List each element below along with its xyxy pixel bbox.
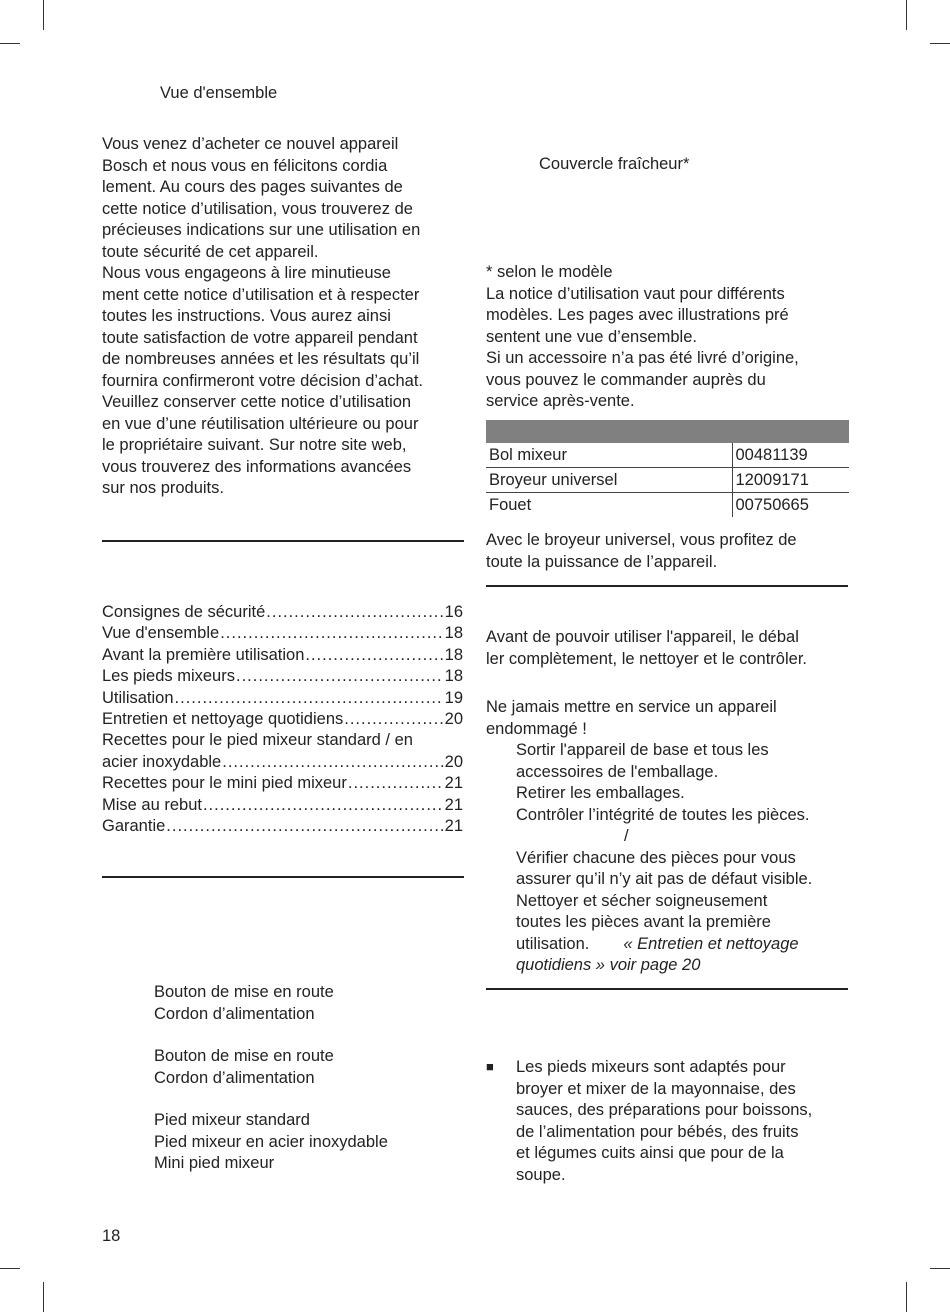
model-note xyxy=(486,262,856,413)
accessory-name: Bol mixeur xyxy=(486,443,732,468)
note-line: vous pouvez le commander auprès du xyxy=(486,370,766,389)
part-label: Pied mixeur standard xyxy=(154,1111,310,1129)
note-line: toute la puissance de l’appareil. xyxy=(486,552,718,571)
note-line: Si un accessoire n’a pas été livré d’origine, xyxy=(486,349,799,367)
toc-page: 16 xyxy=(444,603,463,621)
toc-page: 21 xyxy=(444,817,463,836)
intro-line: vous trouverez des informations avancées xyxy=(102,457,412,476)
note-line: Avec le broyeur universel, vous profitez de xyxy=(486,531,797,549)
table-of-contents xyxy=(102,602,463,837)
intro-line: sur nos produits. xyxy=(102,479,224,497)
accessory-name: Broyeur universel xyxy=(486,468,732,493)
intro-line: fournira confirmeront votre décision d’achat. xyxy=(102,371,423,390)
crop-mark xyxy=(0,43,20,44)
table-header-row xyxy=(486,420,849,443)
accessory-code: 00750665 xyxy=(732,493,849,518)
step-line: Contrôler l’intégrité de toutes les pièces. xyxy=(516,805,810,824)
step-line: toutes les pièces avant la première xyxy=(516,913,771,931)
crop-mark xyxy=(906,1282,907,1312)
toc-title: Entretien et nettoyage quotidiens xyxy=(102,710,344,729)
section-rule xyxy=(102,540,464,542)
step-text: utilisation. xyxy=(516,934,590,953)
toc-page: 21 xyxy=(444,774,463,793)
toc-entry[interactable] xyxy=(102,816,463,837)
note-line: La notice d’utilisation vaut pour différents xyxy=(486,284,785,303)
table-row xyxy=(486,468,849,493)
text-line: Les pieds mixeurs sont adaptés pour xyxy=(516,1058,786,1076)
parts-group xyxy=(154,982,334,1025)
accessory-code: 00481139 xyxy=(732,443,849,468)
toc-page: 20 xyxy=(444,710,463,729)
toc-page: 18 xyxy=(444,667,463,686)
intro-line: lement. Au cours des pages suivantes de xyxy=(102,178,403,196)
toc-title: Garantie xyxy=(102,817,166,836)
toc-leader xyxy=(166,816,443,837)
toc-title: Recettes pour le pied mixeur standard / en xyxy=(102,731,413,750)
toc-title: Consignes de sécurité xyxy=(102,603,266,621)
intro-line: Bosch et nous vous en félicitons cordia xyxy=(102,156,388,175)
toc-page: 21 xyxy=(444,795,463,814)
text-line: broyer et mixer de la mayonnaise, des xyxy=(516,1079,796,1098)
intro-text xyxy=(102,134,472,500)
step-line: accessoires de l'emballage. xyxy=(516,762,719,781)
intro-line: le propriétaire suivant. Sur notre site web, xyxy=(102,436,407,454)
note-line: sentent une vue d’ensemble. xyxy=(486,327,697,346)
step-line: assurer qu’il n’y ait pas de défaut visible. xyxy=(516,870,813,888)
first-use-text xyxy=(486,627,856,670)
toc-leader xyxy=(344,709,443,730)
toc-title: Mise au rebut xyxy=(102,795,202,814)
toc-page: 20 xyxy=(444,752,463,771)
step-line: Retirer les emballages. xyxy=(516,784,685,802)
toc-entry[interactable] xyxy=(102,795,463,816)
note-line: modèles. Les pages avec illustrations pré xyxy=(486,306,789,324)
text-line: ler complètement, le nettoyer et le contrôler. xyxy=(486,649,807,668)
page-reference[interactable]: quotidiens » voir page 20 xyxy=(516,956,701,974)
note-line: service après-vente. xyxy=(486,392,635,410)
intro-line: Veuillez conserver cette notice d’utilisation xyxy=(102,393,412,411)
broyeur-note xyxy=(486,530,856,573)
intro-line: Nous vous engageons à lire minutieuse xyxy=(102,264,391,282)
intro-line: Vous venez d’acheter ce nouvel appareil xyxy=(102,135,399,153)
table-header xyxy=(732,420,849,443)
toc-leader xyxy=(203,795,444,816)
toc-entry[interactable] xyxy=(102,730,463,751)
page-reference[interactable]: « Entretien et nettoyage xyxy=(623,934,799,953)
section-rule xyxy=(486,988,848,990)
toc-leader xyxy=(305,645,443,666)
unpacking-steps xyxy=(516,740,812,977)
parts-group xyxy=(154,1046,334,1089)
crop-mark xyxy=(43,0,44,30)
intro-line: cette notice d’utilisation, vous trouverez de xyxy=(102,199,413,218)
part-label: Pied mixeur en acier inoxydable xyxy=(154,1132,388,1151)
bullet-icon: ■ xyxy=(486,1059,494,1074)
text-line: sauces, des préparations pour boissons, xyxy=(516,1101,813,1119)
toc-leader xyxy=(222,752,443,773)
page-title: Vue d'ensemble xyxy=(160,84,278,102)
text-line: Avant de pouvoir utiliser l'appareil, le débal xyxy=(486,628,799,646)
text-line: et légumes cuits ainsi que pour de la xyxy=(516,1144,784,1162)
warning-text xyxy=(486,697,856,740)
toc-entry[interactable] xyxy=(102,773,463,794)
note-line: * selon le modèle xyxy=(486,263,613,281)
toc-page: 19 xyxy=(444,688,463,707)
crop-mark xyxy=(0,1268,20,1269)
toc-entry[interactable] xyxy=(102,645,463,666)
intro-line: précieuses indications sur une utilisation en xyxy=(102,221,421,239)
table-row xyxy=(486,493,849,518)
step-line xyxy=(516,955,812,977)
step-line: Nettoyer et sécher soigneusement xyxy=(516,891,768,910)
toc-title: Recettes pour le mini pied mixeur xyxy=(102,774,347,793)
intro-line: toute satisfaction de votre appareil pendant xyxy=(102,328,418,347)
text-line: de l’alimentation pour bébés, des fruits xyxy=(516,1122,799,1141)
crop-mark xyxy=(930,43,950,44)
part-label: Mini pied mixeur xyxy=(154,1154,275,1172)
part-label: Bouton de mise en route xyxy=(154,1047,334,1065)
parts-group xyxy=(154,1110,388,1175)
toc-title: Avant la première utilisation xyxy=(102,645,305,664)
toc-entry[interactable] xyxy=(102,602,463,623)
intro-line: en vue d’une réutilisation ultérieure ou pour xyxy=(102,414,419,433)
toc-page: 18 xyxy=(444,645,463,664)
part-label: Bouton de mise en route xyxy=(154,983,334,1001)
section-rule xyxy=(102,876,464,878)
toc-leader xyxy=(348,773,444,794)
mixers-description xyxy=(516,1057,812,1186)
step-line: Sortir l'appareil de base et tous les xyxy=(516,741,769,759)
intro-line: toutes les instructions. Vous aurez ainsi xyxy=(102,307,391,325)
toc-entry[interactable] xyxy=(102,666,463,687)
section-rule xyxy=(486,585,848,587)
table-header xyxy=(486,420,732,443)
accessory-name: Fouet xyxy=(489,496,532,514)
intro-line: de nombreuses années et les résultats qu’il xyxy=(102,350,420,368)
step-line xyxy=(516,934,812,956)
step-slash: / xyxy=(624,827,629,845)
toc-page: 18 xyxy=(444,624,463,643)
text-line: Ne jamais mettre en service un appareil xyxy=(486,698,777,716)
crop-mark xyxy=(43,1282,44,1312)
crop-mark xyxy=(930,1268,950,1269)
toc-title: Les pieds mixeurs xyxy=(102,667,235,686)
toc-leader xyxy=(175,688,444,709)
toc-title: Utilisation xyxy=(102,688,174,707)
intro-line: toute sécurité de cet appareil. xyxy=(102,242,319,261)
toc-leader xyxy=(220,623,443,644)
toc-leader xyxy=(236,666,444,687)
text-line: endommagé ! xyxy=(486,719,587,738)
part-label: Cordon d’alimentation xyxy=(154,1068,315,1087)
part-label: Cordon d’alimentation xyxy=(154,1004,315,1023)
lid-label: Couvercle fraîcheur* xyxy=(539,155,690,173)
toc-entry[interactable] xyxy=(102,623,463,644)
table-row xyxy=(486,443,849,468)
toc-leader xyxy=(266,602,443,623)
toc-entry[interactable] xyxy=(102,752,463,773)
accessories-table xyxy=(486,420,849,517)
step-line: Vérifier chacune des pièces pour vous xyxy=(516,848,796,867)
intro-line: ment cette notice d’utilisation et à respecter xyxy=(102,285,420,304)
toc-title: Vue d'ensemble xyxy=(102,624,220,643)
page-number: 18 xyxy=(102,1227,121,1245)
toc-entry[interactable] xyxy=(102,688,463,709)
accessory-code: 12009171 xyxy=(732,468,849,493)
toc-entry[interactable] xyxy=(102,709,463,730)
text-line: soupe. xyxy=(516,1165,566,1184)
toc-title: acier inoxydable xyxy=(102,752,222,771)
crop-mark xyxy=(906,0,907,30)
